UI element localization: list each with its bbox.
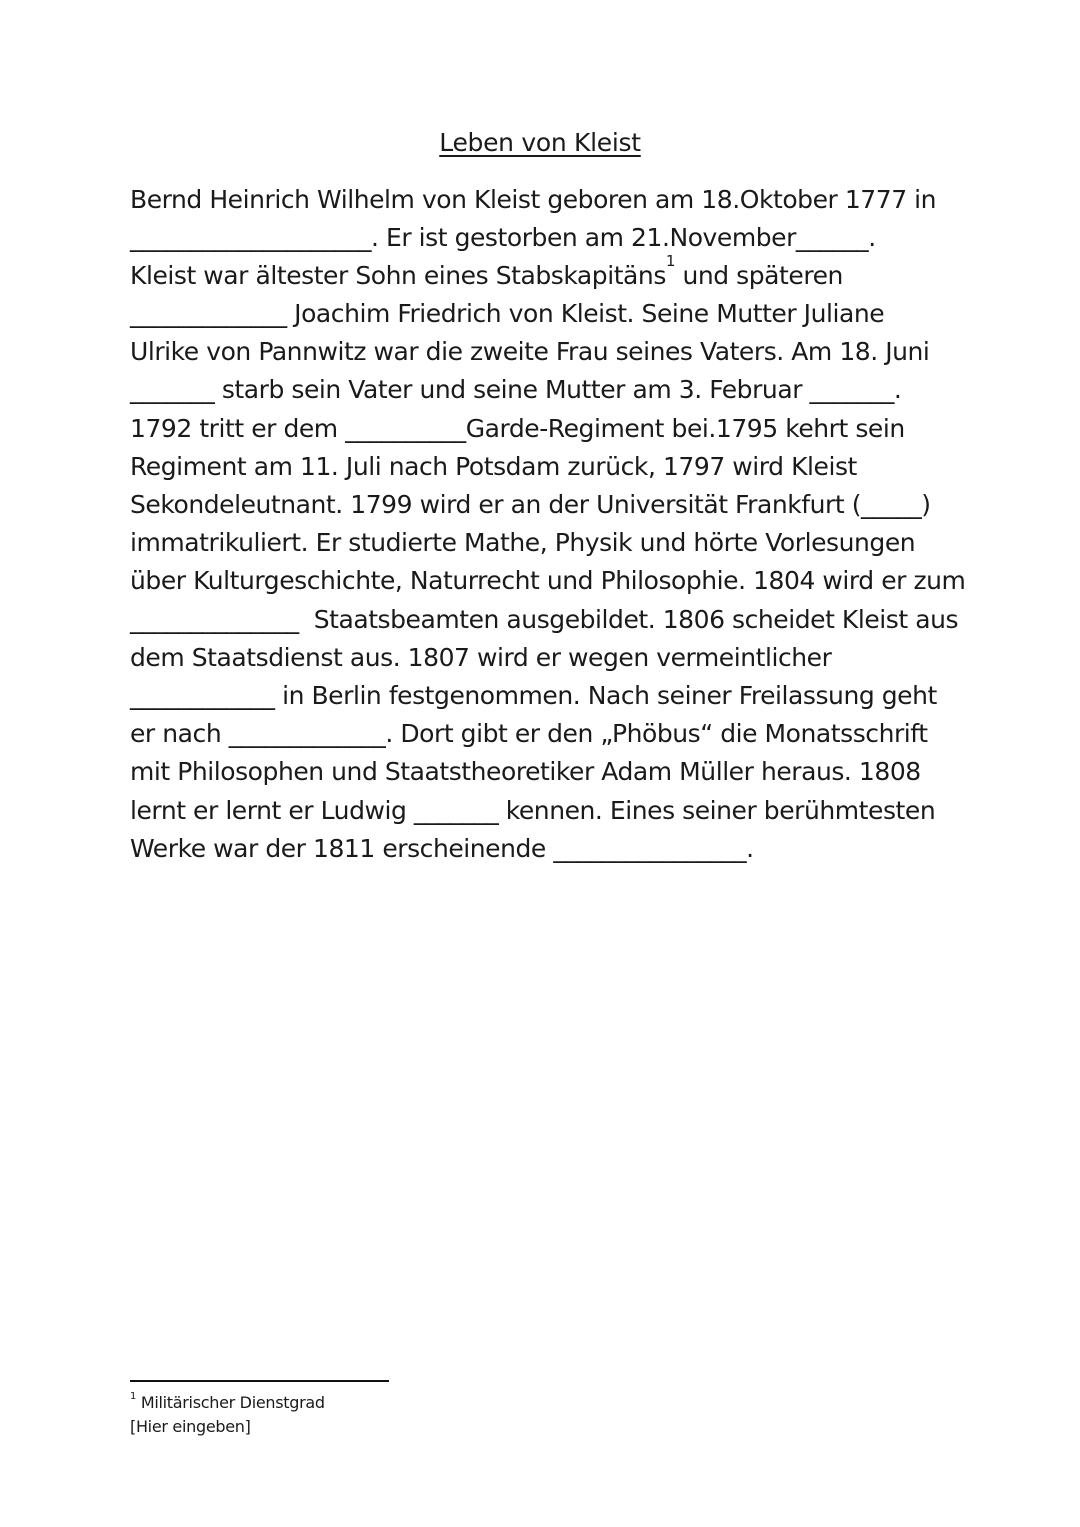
text-line: er nach _____________. Dort gibt er den „Phöbus“ die Monatsschrift: [130, 719, 928, 748]
text-line: ____________ in Berlin festgenommen. Nach seiner Freilassung geht: [130, 681, 937, 710]
text-line: Ulrike von Pannwitz war die zweite Frau seines Vaters. Am 18. Juni: [130, 337, 930, 366]
footer-placeholder[interactable]: [Hier eingeben]: [130, 1417, 251, 1436]
text-line: Regiment am 11. Juli nach Potsdam zurück, 1797 wird Kleist: [130, 452, 857, 481]
text-line: _______ starb sein Vater und seine Mutter am 3. Februar _______.: [130, 375, 902, 404]
footnote-text: Militärischer Dienstgrad: [140, 1393, 325, 1412]
text-line: immatrikuliert. Er studierte Mathe, Physik und hörte Vorlesungen: [130, 528, 916, 557]
text-line: Sekondeleutnant. 1799 wird er an der Universität Frankfurt (_____): [130, 490, 931, 519]
text-line: _____________ Joachim Friedrich von Kleist. Seine Mutter Juliane: [130, 299, 885, 328]
footnote-reference: 1: [665, 252, 675, 270]
footnote-separator: [130, 1380, 389, 1382]
text-line: Werke war der 1811 erscheinende ________________.: [130, 834, 754, 863]
text-line: lernt er lernt er Ludwig _______ kennen. Eines seiner berühmtesten: [130, 796, 936, 825]
footnote: [130, 1393, 325, 1412]
text-line: über Kulturgeschichte, Naturrecht und Philosophie. 1804 wird er zum: [130, 566, 966, 595]
text-line: 1792 tritt er dem __________Garde-Regiment bei.1795 kehrt sein: [130, 414, 905, 443]
text-line: mit Philosophen und Staatstheoretiker Adam Müller heraus. 1808: [130, 757, 921, 786]
text-line: dem Staatsdienst aus. 1807 wird er wegen vermeintlicher: [130, 643, 832, 672]
text-line: ____________________. Er ist gestorben am 21.November______.: [130, 223, 876, 252]
text-line: Bernd Heinrich Wilhelm von Kleist geboren am 18.Oktober 1777 in: [130, 185, 937, 214]
text-line: ______________ Staatsbeamten ausgebildet. 1806 scheidet Kleist aus: [130, 605, 959, 634]
document-title: Leben von Kleist: [439, 128, 641, 157]
footnote-number: 1: [130, 1391, 137, 1402]
text-line: Kleist war ältester Sohn eines Stabskapitäns$^1$ und späteren: [130, 252, 843, 290]
